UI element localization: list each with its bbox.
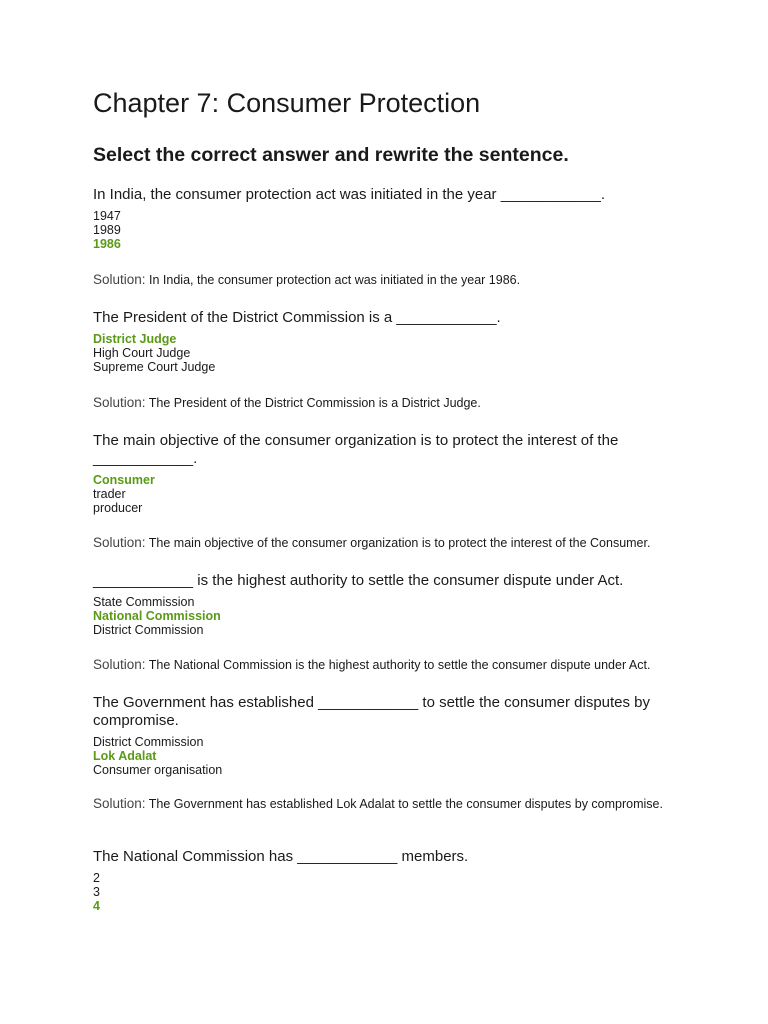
option: 1947 (93, 209, 121, 223)
question-block-6 (93, 848, 683, 913)
question-text: The National Commission has ____________ members. (93, 848, 469, 865)
option: State Commission (93, 595, 195, 609)
question-text: The main objective of the consumer organization is to protect the interest of the ____________. (93, 432, 619, 467)
option: District Commission (93, 623, 204, 637)
option: Consumer organisation (93, 763, 223, 777)
option: producer (93, 501, 143, 515)
correct-option: 4 (93, 899, 100, 913)
solution-text: The main objective of the consumer organization is to protect the interest of the Consumer. (148, 536, 651, 550)
solution-label: Solution: (93, 272, 146, 287)
question-block-5 (93, 694, 683, 777)
question-text: ____________ is the highest authority to settle the consumer dispute under Act. (93, 572, 624, 589)
option: Supreme Court Judge (93, 360, 216, 374)
option: 3 (93, 885, 100, 899)
solution-5 (93, 796, 683, 812)
solution-label: Solution: (93, 657, 146, 672)
solution-label: Solution: (93, 395, 146, 410)
solution-3 (93, 535, 683, 551)
correct-option: District Judge (93, 332, 177, 346)
correct-option: 1986 (93, 237, 121, 251)
question-block-1 (93, 186, 683, 251)
question-text: In India, the consumer protection act was initiated in the year ____________. (93, 186, 605, 203)
solution-text: The Government has established Lok Adalat to settle the consumer disputes by compromise. (148, 797, 663, 811)
question-text: The President of the District Commission is a ____________. (93, 309, 501, 326)
question-block-3 (93, 432, 683, 515)
option: 1989 (93, 223, 121, 237)
options-list (93, 209, 683, 251)
solution-label: Solution: (93, 796, 146, 811)
option: 2 (93, 871, 100, 885)
solution-1 (93, 272, 683, 288)
correct-option: Lok Adalat (93, 749, 157, 763)
options-list (93, 735, 683, 777)
options-list (93, 595, 683, 637)
solution-4 (93, 657, 683, 673)
question-block-2 (93, 309, 683, 374)
correct-option: National Commission (93, 609, 221, 623)
options-list (93, 473, 683, 515)
option: High Court Judge (93, 346, 191, 360)
correct-option: Consumer (93, 473, 155, 487)
chapter-title: Chapter 7: Consumer Protection (93, 88, 481, 118)
solution-2 (93, 395, 683, 411)
question-block-4 (93, 572, 683, 637)
solution-text: In India, the consumer protection act was initiated in the year 1986. (149, 273, 521, 287)
option: District Commission (93, 735, 204, 749)
solution-label: Solution: (93, 535, 146, 550)
instruction: Select the correct answer and rewrite the sentence. (93, 144, 569, 166)
options-list (93, 871, 683, 913)
option: trader (93, 487, 126, 501)
question-text: The Government has established ____________ to settle the consumer disputes by compromise. (93, 694, 651, 729)
solution-text: The National Commission is the highest authority to settle the consumer dispute under Act. (148, 658, 651, 672)
solution-text: The President of the District Commission is a District Judge. (148, 396, 481, 410)
options-list (93, 332, 683, 374)
